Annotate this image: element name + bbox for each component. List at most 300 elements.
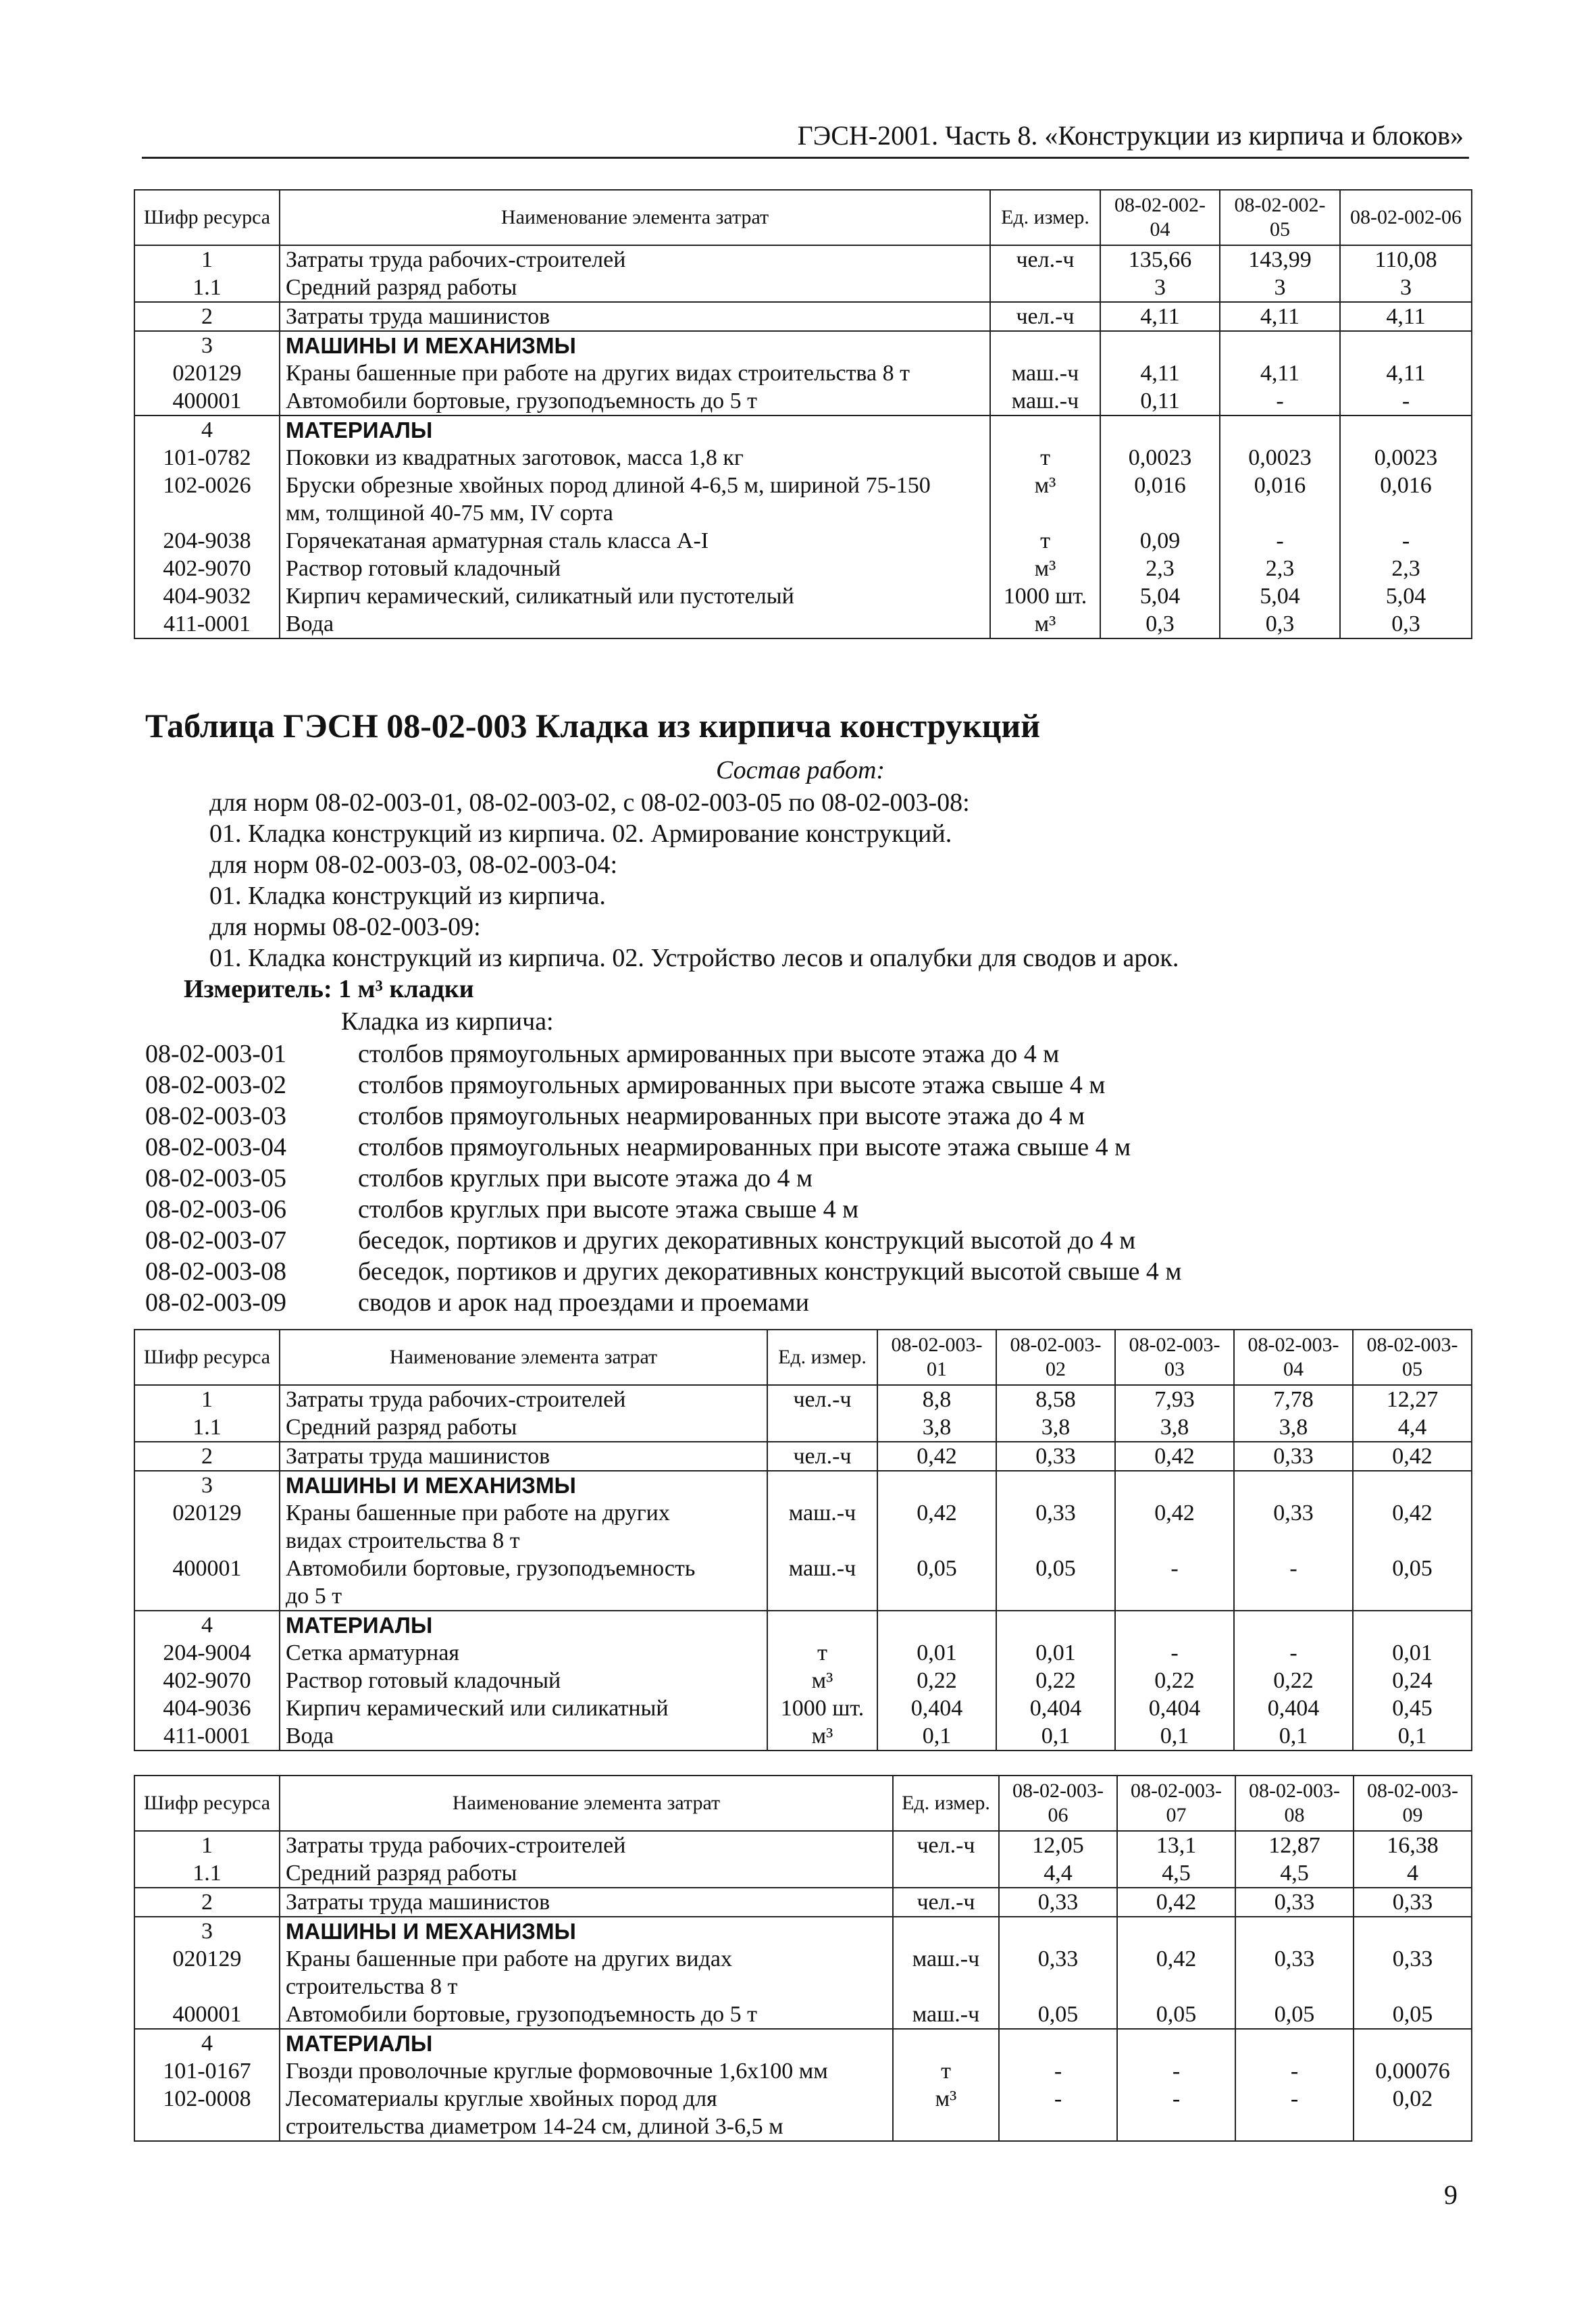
col-header-norm: 08-02-003-09 [1354,1776,1472,1831]
value-cell [1220,499,1340,527]
value-cell: 4,5 [1235,1859,1354,1888]
value-cell: 0,1 [996,1722,1115,1751]
resource-code: 2 [134,302,280,331]
col-header-norm: 08-02-002-05 [1220,190,1340,245]
value-cell: 0,404 [1115,1694,1234,1722]
value-cell [1115,1582,1234,1611]
value-cell: 0,404 [996,1694,1115,1722]
variant-row [145,1226,1135,1255]
resource-code [134,1582,280,1611]
table-row [134,1442,1472,1471]
table-row [134,1639,1472,1667]
value-cell: 0,3 [1220,610,1340,638]
value-cell: 3,8 [1115,1413,1234,1442]
value-cell: 143,99 [1220,245,1340,274]
cost-element-name: мм, толщиной 40-75 мм, IV сорта [280,499,990,527]
value-cell: 4,11 [1340,359,1472,387]
value-cell: 0,22 [877,1667,996,1694]
table-08-02-002 [134,189,1472,639]
unit-cell: чел.-ч [767,1442,877,1471]
value-cell: - [1340,387,1472,416]
value-cell: 0,0023 [1340,444,1472,472]
value-cell: 0,42 [1353,1442,1472,1471]
cost-element-name: Автомобили бортовые, грузоподъемность [280,1555,767,1582]
col-header-name: Наименование элемента затрат [280,190,990,245]
value-cell: 0,1 [1234,1722,1353,1751]
section-heading: МАТЕРИАЛЫ [280,416,990,444]
value-cell: 0,42 [1117,1945,1235,1973]
table-row [134,302,1472,331]
resource-code: 1 [134,1831,280,1859]
resource-code: 3 [134,1917,280,1945]
col-header-norm: 08-02-003-04 [1234,1330,1353,1385]
table-row [134,555,1472,582]
variant-code: 08-02-003-03 [145,1102,286,1130]
value-cell: 5,04 [1100,582,1220,610]
value-cell: 0,3 [1100,610,1220,638]
resource-code: 2 [134,1442,280,1471]
value-cell: 0,42 [1115,1499,1234,1527]
table-row [134,1582,1472,1611]
table-row [134,1694,1472,1722]
unit-cell [767,1413,877,1442]
table-row [134,1667,1472,1694]
section-heading: МАШИНЫ И МЕХАНИЗМЫ [280,331,990,359]
resource-code: 404-9032 [134,582,280,610]
col-header-norm: 08-02-002-04 [1100,190,1220,245]
table-row [134,1917,1472,1945]
value-cell: - [1220,527,1340,555]
value-cell [1117,2029,1235,2057]
resource-code: 411-0001 [134,610,280,638]
cost-element-name: Затраты труда рабочих-строителей [280,245,990,274]
unit-cell: чел.-ч [893,1888,999,1917]
works-line: 01. Кладка конструкций из кирпича. 02. Армирование конструкций. [209,820,952,848]
resource-code: 3 [134,1471,280,1499]
variant-row [145,1039,1059,1069]
value-cell [877,1611,996,1639]
resource-code: 101-0782 [134,444,280,472]
table-row [134,1385,1472,1413]
value-cell [1354,2029,1472,2057]
value-cell [1100,331,1220,359]
table-row [134,1831,1472,1859]
value-cell: - [1117,2057,1235,2085]
value-cell: 2,3 [1100,555,1220,582]
resource-code: 402-9070 [134,555,280,582]
table-row [134,499,1472,527]
unit-cell: м³ [893,2085,999,2113]
value-cell [1353,1582,1472,1611]
cost-element-name: Кирпич керамический, силикатный или пустотелый [280,582,990,610]
variant-code: 08-02-003-06 [145,1195,286,1224]
section-heading: МАТЕРИАЛЫ [280,2029,893,2057]
value-cell: 0,05 [877,1555,996,1582]
value-cell: - [1220,387,1340,416]
table-row [134,1888,1472,1917]
unit-cell [893,1917,999,1945]
cost-element-name: Гвозди проволочные круглые формовочные 1,6х100 мм [280,2057,893,2085]
table-row [134,582,1472,610]
variant-row [145,1288,809,1317]
unit-cell [893,2029,999,2057]
unit-cell: чел.-ч [893,1831,999,1859]
value-cell: 3,8 [1234,1413,1353,1442]
works-line: для норм 08-02-003-01, 08-02-003-02, с 08-02-003-05 по 08-02-003-08: [209,788,970,817]
value-cell: 12,87 [1235,1831,1354,1859]
cost-element-name: Краны башенные при работе на других видах строительства 8 т [280,359,990,387]
value-cell: 0,33 [1234,1499,1353,1527]
cost-element-name: Затраты труда рабочих-строителей [280,1385,767,1413]
unit-cell [990,274,1100,302]
value-cell [1235,2113,1354,2141]
cost-element-name: Затраты труда машинистов [280,1442,767,1471]
value-cell: - [1115,1639,1234,1667]
resource-code: 400001 [134,2001,280,2029]
variant-text: столбов прямоугольных неармированных при высоте этажа свыше 4 м [358,1133,1131,1161]
col-header-norm: 08-02-003-07 [1117,1776,1235,1831]
value-cell [1354,2113,1472,2141]
value-cell [996,1582,1115,1611]
col-header-name: Наименование элемента затрат [280,1776,893,1831]
value-cell: 0,33 [996,1499,1115,1527]
unit-cell [990,499,1100,527]
value-cell: 2,3 [1220,555,1340,582]
cost-element-name: Горячекатаная арматурная сталь класса А-I [280,527,990,555]
variant-text: столбов круглых при высоте этажа до 4 м [358,1164,813,1192]
unit-cell [893,2113,999,2141]
value-cell [1220,416,1340,444]
resource-code [134,2113,280,2141]
resource-code [134,1973,280,2001]
value-cell [1234,1611,1353,1639]
value-cell: 3 [1100,274,1220,302]
table-row [134,2113,1472,2141]
cost-element-name: Сетка арматурная [280,1639,767,1667]
value-cell: 0,33 [1354,1888,1472,1917]
variant-row [145,1070,1105,1100]
table-row [134,331,1472,359]
resource-code: 4 [134,416,280,444]
cost-element-name: Раствор готовый кладочный [280,1667,767,1694]
value-cell: 4,11 [1100,359,1220,387]
table-row [134,2001,1472,2029]
resource-code: 102-0008 [134,2085,280,2113]
value-cell: - [1115,1555,1234,1582]
value-cell [1354,1973,1472,2001]
unit-cell [767,1611,877,1639]
value-cell: - [1340,527,1472,555]
value-cell [1117,1917,1235,1945]
value-cell: 4,11 [1220,359,1340,387]
col-header-norm: 08-02-003-01 [877,1330,996,1385]
running-title: ГЭСН-2001. Часть 8. «Конструкции из кирпича и блоков» [797,120,1464,151]
value-cell: 3,8 [877,1413,996,1442]
table-row [134,1973,1472,2001]
value-cell [1353,1611,1472,1639]
value-cell: 0,33 [1235,1888,1354,1917]
value-cell: 4 [1354,1859,1472,1888]
value-cell: 4,4 [999,1859,1117,1888]
value-cell: 0,33 [1235,1945,1354,1973]
cost-element-name: строительства 8 т [280,1973,893,2001]
value-cell: 3,8 [996,1413,1115,1442]
unit-cell [990,331,1100,359]
value-cell: 0,02 [1354,2085,1472,2113]
unit-cell: чел.-ч [990,245,1100,274]
value-cell: 0,22 [996,1667,1115,1694]
value-cell: 4,11 [1340,302,1472,331]
value-cell [1117,1973,1235,2001]
unit-cell: м³ [990,472,1100,499]
cost-element-name: видах строительства 8 т [280,1527,767,1555]
col-header-code: Шифр ресурса [134,190,280,245]
value-cell [1235,1917,1354,1945]
unit-cell: маш.-ч [767,1499,877,1527]
value-cell: 0,33 [999,1888,1117,1917]
running-header [142,115,1469,159]
resource-code: 101-0167 [134,2057,280,2085]
col-header-norm: 08-02-002-06 [1340,190,1472,245]
value-cell: 0,24 [1353,1667,1472,1694]
value-cell [996,1611,1115,1639]
variant-text: столбов прямоугольных армированных при высоте этажа до 4 м [358,1040,1060,1068]
resource-code: 020129 [134,1499,280,1527]
table-row [134,387,1472,416]
value-cell: 0,33 [999,1945,1117,1973]
variant-code: 08-02-003-08 [145,1257,286,1286]
value-cell [1340,331,1472,359]
cost-element-name: Затраты труда машинистов [280,302,990,331]
section-title: Таблица ГЭСН 08-02-003 Кладка из кирпича конструкций [145,707,1041,745]
unit-cell: т [990,527,1100,555]
value-cell: 16,38 [1354,1831,1472,1859]
works-line: для нормы 08-02-003-09: [209,913,481,941]
unit-cell [990,416,1100,444]
table-row [134,245,1472,274]
col-header-norm: 08-02-003-05 [1353,1330,1472,1385]
unit-cell: маш.-ч [893,2001,999,2029]
table-row [134,527,1472,555]
cost-element-name: Средний разряд работы [280,1413,767,1442]
table-row [134,472,1472,499]
unit-cell [767,1471,877,1499]
cost-element-name: Автомобили бортовые, грузоподъемность до 5 т [280,2001,893,2029]
resource-code: 020129 [134,1945,280,1973]
value-cell [1235,1973,1354,2001]
cost-element-name: Затраты труда машинистов [280,1888,893,1917]
unit-cell [893,1973,999,2001]
value-cell: 0,42 [1115,1442,1234,1471]
unit-cell: м³ [767,1722,877,1751]
col-header-code: Шифр ресурса [134,1776,280,1831]
table-row [134,1611,1472,1639]
cost-element-name: Вода [280,1722,767,1751]
value-cell [999,1917,1117,1945]
works-line: для норм 08-02-003-03, 08-02-003-04: [209,851,618,879]
value-cell [1353,1527,1472,1555]
variant-text: столбов прямоугольных армированных при высоте этажа свыше 4 м [358,1071,1106,1099]
table-row [134,1722,1472,1751]
works-line: 01. Кладка конструкций из кирпича. [209,882,606,910]
value-cell [999,1973,1117,2001]
value-cell: - [999,2057,1117,2085]
value-cell [877,1582,996,1611]
value-cell [1235,2029,1354,2057]
resource-code: 2 [134,1888,280,1917]
variant-text: сводов и арок над проездами и проемами [358,1288,810,1317]
value-cell [1354,1917,1472,1945]
unit-cell: м³ [990,555,1100,582]
table-row [134,359,1472,387]
variant-code: 08-02-003-01 [145,1040,286,1068]
table-row [134,274,1472,302]
table-row [134,610,1472,638]
cost-element-name: строительства диаметром 14-24 см, длиной 3-6,5 м [280,2113,893,2141]
unit-cell: маш.-ч [767,1555,877,1582]
resource-code: 1 [134,1385,280,1413]
unit-cell: маш.-ч [990,387,1100,416]
variant-code: 08-02-003-09 [145,1288,286,1317]
value-cell: 0,33 [1234,1442,1353,1471]
cost-element-name: Средний разряд работы [280,274,990,302]
value-cell: 0,05 [996,1555,1115,1582]
section-heading: МАШИНЫ И МЕХАНИЗМЫ [280,1917,893,1945]
works-label: Состав работ: [716,756,885,784]
value-cell: 7,93 [1115,1385,1234,1413]
table-row [134,2085,1472,2113]
value-cell [1234,1582,1353,1611]
value-cell: 0,42 [877,1499,996,1527]
value-cell: 0,22 [1115,1667,1234,1694]
unit-cell: маш.-ч [893,1945,999,1973]
table-row [134,444,1472,472]
variant-row [145,1163,813,1193]
col-header-unit: Ед. измер. [893,1776,999,1831]
value-cell: 5,04 [1340,582,1472,610]
resource-code: 400001 [134,1555,280,1582]
value-cell: 0,05 [1235,2001,1354,2029]
value-cell [1115,1527,1234,1555]
variant-row [145,1101,1085,1131]
page-number: 9 [1444,2180,1458,2210]
unit-cell: 1000 шт. [767,1694,877,1722]
variant-code: 08-02-003-05 [145,1164,286,1192]
table-08-02-003-part2 [134,1775,1472,2142]
value-cell: 12,05 [999,1831,1117,1859]
measure-unit: Измеритель: 1 м³ кладки [184,975,474,1003]
value-cell: - [1117,2085,1235,2113]
unit-cell: т [893,2057,999,2085]
group-label: Кладка из кирпича: [341,1007,554,1036]
cost-element-name: до 5 т [280,1582,767,1611]
cost-element-name: Затраты труда рабочих-строителей [280,1831,893,1859]
resource-code [134,1527,280,1555]
value-cell: 0,42 [1353,1499,1472,1527]
value-cell [1340,416,1472,444]
value-cell: 2,3 [1340,555,1472,582]
resource-code: 4 [134,1611,280,1639]
variant-row [145,1132,1131,1162]
value-cell: 0,1 [1115,1722,1234,1751]
value-cell: - [1235,2085,1354,2113]
value-cell [877,1527,996,1555]
value-cell [996,1527,1115,1555]
resource-code: 204-9004 [134,1639,280,1667]
value-cell: 0,016 [1340,472,1472,499]
unit-cell: м³ [990,610,1100,638]
value-cell: 0,05 [1117,2001,1235,2029]
section-heading: МАШИНЫ И МЕХАНИЗМЫ [280,1471,767,1499]
value-cell [1220,331,1340,359]
value-cell: 0,11 [1100,387,1220,416]
resource-code: 1.1 [134,1413,280,1442]
unit-cell: чел.-ч [767,1385,877,1413]
value-cell: 3 [1220,274,1340,302]
table-row [134,1859,1472,1888]
unit-cell [767,1527,877,1555]
value-cell: 0,01 [996,1639,1115,1667]
value-cell: 0,404 [877,1694,996,1722]
cost-element-name: Бруски обрезные хвойных пород длиной 4-6,5 м, шириной 75-150 [280,472,990,499]
cost-element-name: Автомобили бортовые, грузоподъемность до 5 т [280,387,990,416]
variant-row [145,1257,1181,1286]
col-header-name: Наименование элемента затрат [280,1330,767,1385]
resource-code: 404-9036 [134,1694,280,1722]
table-row [134,1499,1472,1527]
resource-code: 1.1 [134,274,280,302]
col-header-unit: Ед. измер. [767,1330,877,1385]
resource-code: 3 [134,331,280,359]
value-cell: 4,11 [1220,302,1340,331]
unit-cell: м³ [767,1667,877,1694]
value-cell [1115,1471,1234,1499]
value-cell: - [1235,2057,1354,2085]
value-cell [1100,499,1220,527]
value-cell: 8,58 [996,1385,1115,1413]
value-cell [1117,2113,1235,2141]
value-cell: - [1234,1639,1353,1667]
col-header-code: Шифр ресурса [134,1330,280,1385]
variant-code: 08-02-003-02 [145,1071,286,1099]
value-cell [1234,1471,1353,1499]
table-row [134,1471,1472,1499]
cost-element-name: Раствор готовый кладочный [280,555,990,582]
value-cell: 0,0023 [1100,444,1220,472]
value-cell: - [999,2085,1117,2113]
value-cell [996,1471,1115,1499]
value-cell [1353,1471,1472,1499]
resource-code [134,499,280,527]
cost-element-name: Средний разряд работы [280,1859,893,1888]
value-cell: 7,78 [1234,1385,1353,1413]
variant-text: беседок, портиков и других декоративных конструкций высотой до 4 м [358,1226,1136,1255]
unit-cell: т [990,444,1100,472]
resource-code: 4 [134,2029,280,2057]
resource-code: 1 [134,245,280,274]
works-line: 01. Кладка конструкций из кирпича. 02. Устройство лесов и опалубки для сводов и арок. [209,944,1179,972]
value-cell: 135,66 [1100,245,1220,274]
cost-element-name: Краны башенные при работе на других видах [280,1945,893,1973]
cost-element-name: Кирпич керамический или силикатный [280,1694,767,1722]
cost-element-name: Поковки из квадратных заготовок, масса 1,8 кг [280,444,990,472]
resource-code: 411-0001 [134,1722,280,1751]
value-cell [999,2113,1117,2141]
table-row [134,2029,1472,2057]
value-cell: 0,05 [999,2001,1117,2029]
resource-code: 102-0026 [134,472,280,499]
value-cell: 0,09 [1100,527,1220,555]
